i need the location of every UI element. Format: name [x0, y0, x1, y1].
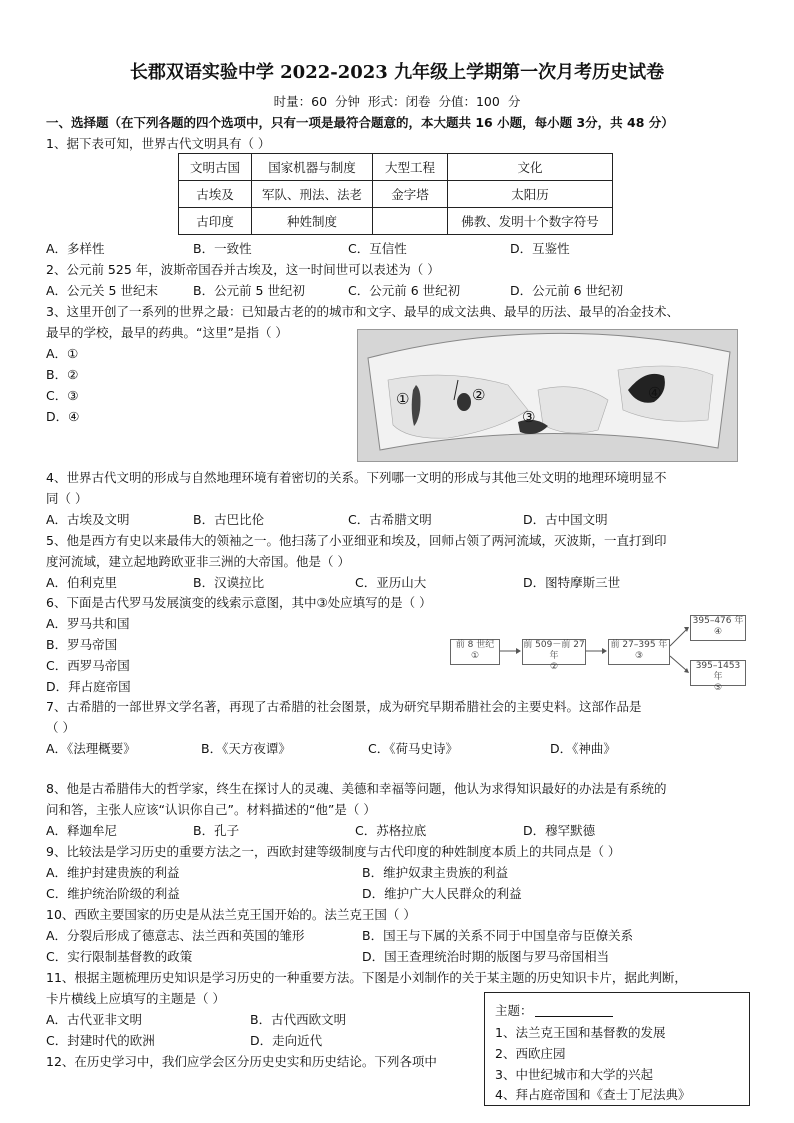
- timeline-number: ③: [634, 651, 644, 661]
- option-a[interactable]: A．①: [46, 346, 79, 361]
- option-b[interactable]: B．孔子: [193, 823, 240, 838]
- page-title: 长郡双语实验中学 2022-2023 九年级上学期第一次月考历史试卷: [129, 62, 665, 83]
- question-3-stem: 3、这里开创了一系列的世界之最：已知最古老的的城市和文字、最早的成文法典、最早的历法、最早的冶金技术、: [46, 304, 679, 319]
- question-2-stem: 2、公元前 525 年，波斯帝国吞并古埃及，这一时间世可以表述为（ ）: [46, 262, 440, 277]
- map-marker-3: ③: [522, 408, 536, 426]
- question-5-stem-cont: 度河流域，建立起地跨欧亚非三洲的大帝国。他是（ ）: [46, 554, 350, 569]
- question-11-stem-cont: 卡片横线上应填写的主题是（ ）: [46, 991, 225, 1006]
- card-item: 1、法兰克王国和基督教的发展: [495, 1025, 666, 1040]
- map-graphic: [358, 330, 737, 461]
- option-d[interactable]: D．穆罕默德: [523, 823, 596, 838]
- question-7-stem-cont: （ ）: [46, 720, 75, 735]
- option-a[interactable]: A．分裂后形成了德意志、法兰西和英国的雏形: [46, 928, 305, 943]
- option-b[interactable]: B．公元前 5 世纪初: [193, 283, 305, 298]
- option-a[interactable]: A．多样性: [46, 241, 105, 256]
- question-4-stem-cont: 同（ ）: [46, 491, 88, 506]
- timeline-box-2: [522, 639, 586, 672]
- card-item: 3、中世纪城市和大学的兴起: [495, 1067, 653, 1082]
- table-header-cell: 大型工程: [373, 154, 448, 181]
- option-b[interactable]: B．古巴比伦: [193, 512, 265, 527]
- option-b[interactable]: B．罗马帝国: [46, 637, 118, 652]
- table-cell: [373, 208, 448, 235]
- option-b[interactable]: B．《天方夜谭》: [201, 741, 291, 756]
- option-a[interactable]: A．古代亚非文明: [46, 1012, 143, 1027]
- card-item: 2、西欧庄园: [495, 1046, 566, 1061]
- timeline-date: 前 509－前 27 年: [523, 640, 585, 661]
- option-c[interactable]: C．封建时代的欧洲: [46, 1033, 155, 1048]
- option-a[interactable]: A．《法理概要》: [46, 741, 136, 756]
- table-cell: 金字塔: [373, 181, 448, 208]
- timeline-number: ②: [549, 662, 559, 672]
- ancient-civilizations-map: [357, 329, 738, 462]
- option-d[interactable]: D．互鉴性: [510, 241, 570, 256]
- option-c[interactable]: C．苏格拉底: [355, 823, 427, 838]
- timeline-number: ⑤: [713, 683, 723, 693]
- table-cell: 种姓制度: [252, 208, 373, 235]
- option-d[interactable]: D．图特摩斯三世: [523, 575, 621, 590]
- map-marker-2: ②: [472, 386, 486, 404]
- table-cell: 古埃及: [179, 181, 252, 208]
- rome-timeline-diagram: [448, 612, 748, 693]
- question-6-stem: 6、下面是古代罗马发展演变的线索示意图，其中③处应填写的是（ ）: [46, 595, 432, 610]
- question-9-stem: 9、比较法是学习历史的重要方法之一，西欧封建等级制度与古代印度的种姓制度本质上的共同点是（ ）: [46, 844, 621, 859]
- question-5-stem: 5、他是西方有史以来最伟大的领袖之一。他扫荡了小亚细亚和埃及，回师占领了两河流域，灭波斯，一直打到印: [46, 533, 667, 548]
- option-c[interactable]: C．古希腊文明: [348, 512, 432, 527]
- option-b[interactable]: B．国王与下属的关系不同于中国皇帝与臣僚关系: [362, 928, 634, 943]
- option-a[interactable]: A．公元关 5 世纪末: [46, 283, 158, 298]
- option-c[interactable]: C．维护统治阶级的利益: [46, 886, 180, 901]
- question-8-stem-cont: 问和答，主张人应该“认识你自己”。材料描述的“他”是（ ）: [46, 802, 376, 817]
- option-d[interactable]: D．维护广大人民群众的利益: [362, 886, 522, 901]
- card-topic-blank: [535, 1016, 613, 1017]
- option-b[interactable]: B．维护奴隶主贵族的利益: [362, 865, 509, 880]
- question-3-stem-cont: 最早的学校，最早的药典。“这里”是指（ ）: [46, 325, 288, 340]
- option-b[interactable]: B．②: [46, 367, 79, 382]
- table-header-cell: 国家机器与制度: [252, 154, 373, 181]
- option-a[interactable]: A．罗马共和国: [46, 616, 130, 631]
- civilization-table: [178, 153, 613, 235]
- table-header-cell: 文明古国: [179, 154, 252, 181]
- option-d[interactable]: D．古中国文明: [523, 512, 608, 527]
- table-cell: 太阳历: [448, 181, 613, 208]
- option-c[interactable]: C．互信性: [348, 241, 407, 256]
- timeline-number: ①: [470, 651, 480, 661]
- question-10-stem: 10、西欧主要国家的历史是从法兰克王国开始的。法兰克王国（ ）: [46, 907, 416, 922]
- exam-meta: 时量：60 分钟 形式：闭卷 分值：100 分: [273, 94, 521, 109]
- timeline-date: 前 8 世纪: [455, 640, 495, 650]
- timeline-date: 前 27–395 年: [610, 640, 668, 650]
- timeline-date: 395–476 年: [692, 616, 744, 626]
- timeline-box-5: [690, 660, 746, 693]
- option-b[interactable]: B．一致性: [193, 241, 252, 256]
- question-4-stem: 4、世界古代文明的形成与自然地理环境有着密切的关系。下列哪一文明的形成与其他三处文明的地理环境明显不: [46, 470, 667, 485]
- question-12-stem: 12、在历史学习中，我们应学会区分历史史实和历史结论。下列各项中: [46, 1054, 437, 1069]
- section-heading: 一、选择题（在下列各题的四个选项中，只有一项是最符合题意的，本大题共 16 小题，每小题 3分，共 48 分）: [46, 115, 674, 130]
- card-item: 4、拜占庭帝国和《查士丁尼法典》: [495, 1087, 691, 1102]
- timeline-date: 395–1453 年: [695, 661, 741, 682]
- question-8-stem: 8、他是古希腊伟大的哲学家，终生在探讨人的灵魂、美德和幸福等问题，他认为求得知识最好的办法是有系统的: [46, 781, 667, 796]
- card-topic-label: [495, 1001, 613, 1019]
- timeline-number: ④: [713, 627, 723, 637]
- table-cell: 军队、刑法、法老: [252, 181, 373, 208]
- option-d[interactable]: D．④: [46, 409, 80, 424]
- question-1-stem: 1、据下表可知，世界古代文明具有（ ）: [46, 136, 271, 151]
- question-11-stem: 11、根据主题梳理历史知识是学习历史的一种重要方法。下图是小刘制作的关于某主题的历史知识卡片，据此判断，: [46, 970, 687, 985]
- question-7-stem: 7、古希腊的一部世界文学名著，再现了古希腊的社会图景，成为研究早期希腊社会的主要史料。这部作品是: [46, 699, 642, 714]
- table-header-cell: 文化: [448, 154, 613, 181]
- option-d[interactable]: D．公元前 6 世纪初: [510, 283, 624, 298]
- option-a[interactable]: A．维护封建贵族的利益: [46, 865, 180, 880]
- option-d[interactable]: D．《神曲》: [550, 741, 616, 756]
- option-c[interactable]: C．《荷马史诗》: [368, 741, 458, 756]
- topic-card: [484, 992, 750, 1106]
- table-cell: 古印度: [179, 208, 252, 235]
- timeline-box-3: [608, 639, 670, 665]
- option-c[interactable]: C．公元前 6 世纪初: [348, 283, 461, 298]
- option-a[interactable]: A．古埃及文明: [46, 512, 130, 527]
- timeline-box-4: [690, 615, 746, 641]
- option-a[interactable]: A．伯利克里: [46, 575, 118, 590]
- option-d[interactable]: D．国王查理统治时期的版图与罗马帝国相当: [362, 949, 610, 964]
- option-b[interactable]: B．汉谟拉比: [193, 575, 265, 590]
- card-label-text: 主题：: [495, 1003, 533, 1018]
- option-b[interactable]: B．古代西欧文明: [250, 1012, 347, 1027]
- option-a[interactable]: A．释迦牟尼: [46, 823, 118, 838]
- timeline-box-1: [450, 639, 500, 665]
- map-marker-4: ④: [648, 384, 662, 402]
- option-c[interactable]: C．实行限制基督教的政策: [46, 949, 193, 964]
- option-c[interactable]: C．西罗马帝国: [46, 658, 130, 673]
- option-d[interactable]: D．拜占庭帝国: [46, 679, 131, 694]
- table-cell: 佛教、发明十个数字符号: [448, 208, 613, 235]
- option-c[interactable]: C．亚历山大: [355, 575, 427, 590]
- option-d[interactable]: D．走向近代: [250, 1033, 323, 1048]
- map-marker-1: ①: [396, 390, 410, 408]
- option-c[interactable]: C．③: [46, 388, 79, 403]
